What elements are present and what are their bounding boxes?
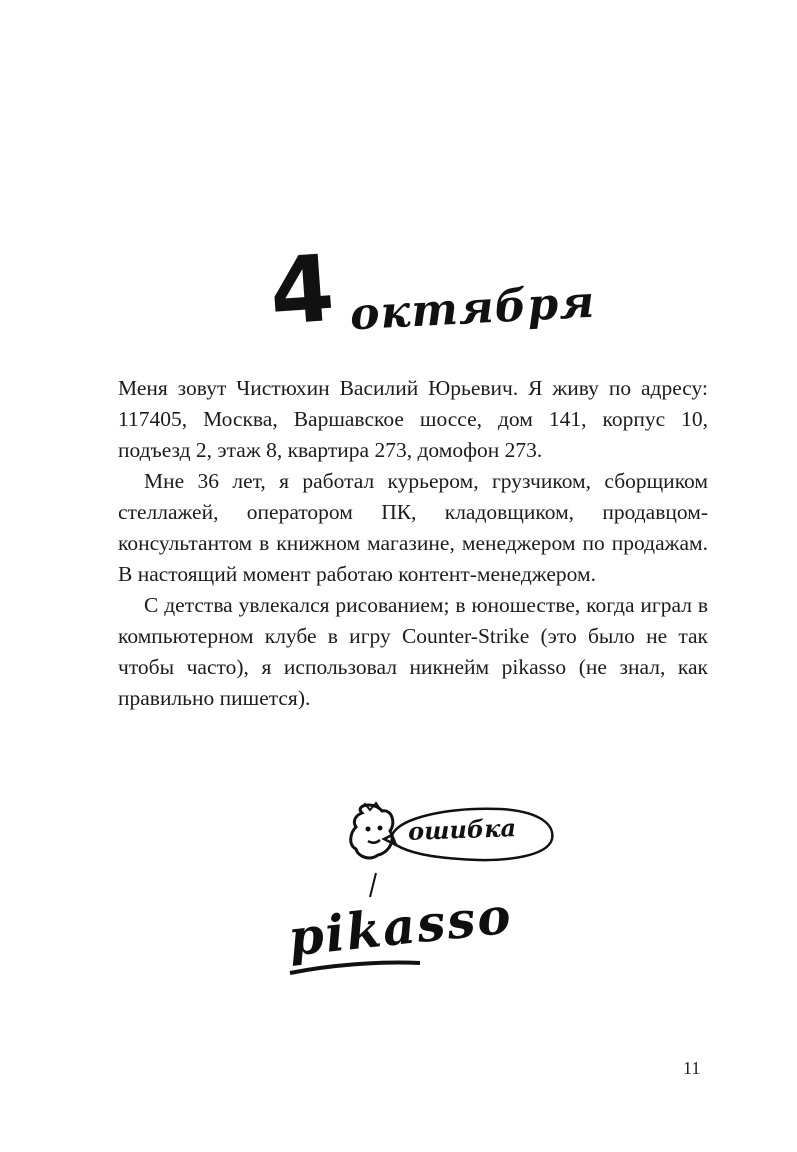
pointer-line — [370, 873, 376, 897]
body-text — [118, 373, 708, 714]
signature-word: pikasso — [285, 885, 516, 968]
signature-sketch — [270, 795, 570, 1005]
paragraph-3: С детства увлекался рисованием; в юношестве, когда играл в компьютерном клубе в игру Counter-Strike (это было не так чтобы часто), я использовал никнейм pikasso (не знал, как правильно пишется). — [118, 593, 708, 710]
paragraph-2: Мне 36 лет, я работал курьером, грузчиком, сборщиком стеллажей, оператором ПК, кладовщиком, продавцом-консультантом в книжном магазине, менеджером по продажам. В настоящий момент работаю контент-менеджером. — [118, 469, 708, 586]
handwritten-date-heading — [266, 234, 597, 350]
face-icon — [351, 803, 393, 858]
heading-day: 4 — [266, 234, 336, 347]
heading-month: октября — [348, 276, 597, 341]
bubble-word: ошибка — [407, 813, 517, 846]
page-number: 11 — [683, 1058, 701, 1078]
paragraph-1: Меня зовут Чистюхин Василий Юрьевич. Я живу по адресу: 117405, Москва, Варшавское шоссе, дом 141, корпус 10, подъезд 2, этаж 8, квартира 273, домофон 273. — [118, 376, 708, 462]
